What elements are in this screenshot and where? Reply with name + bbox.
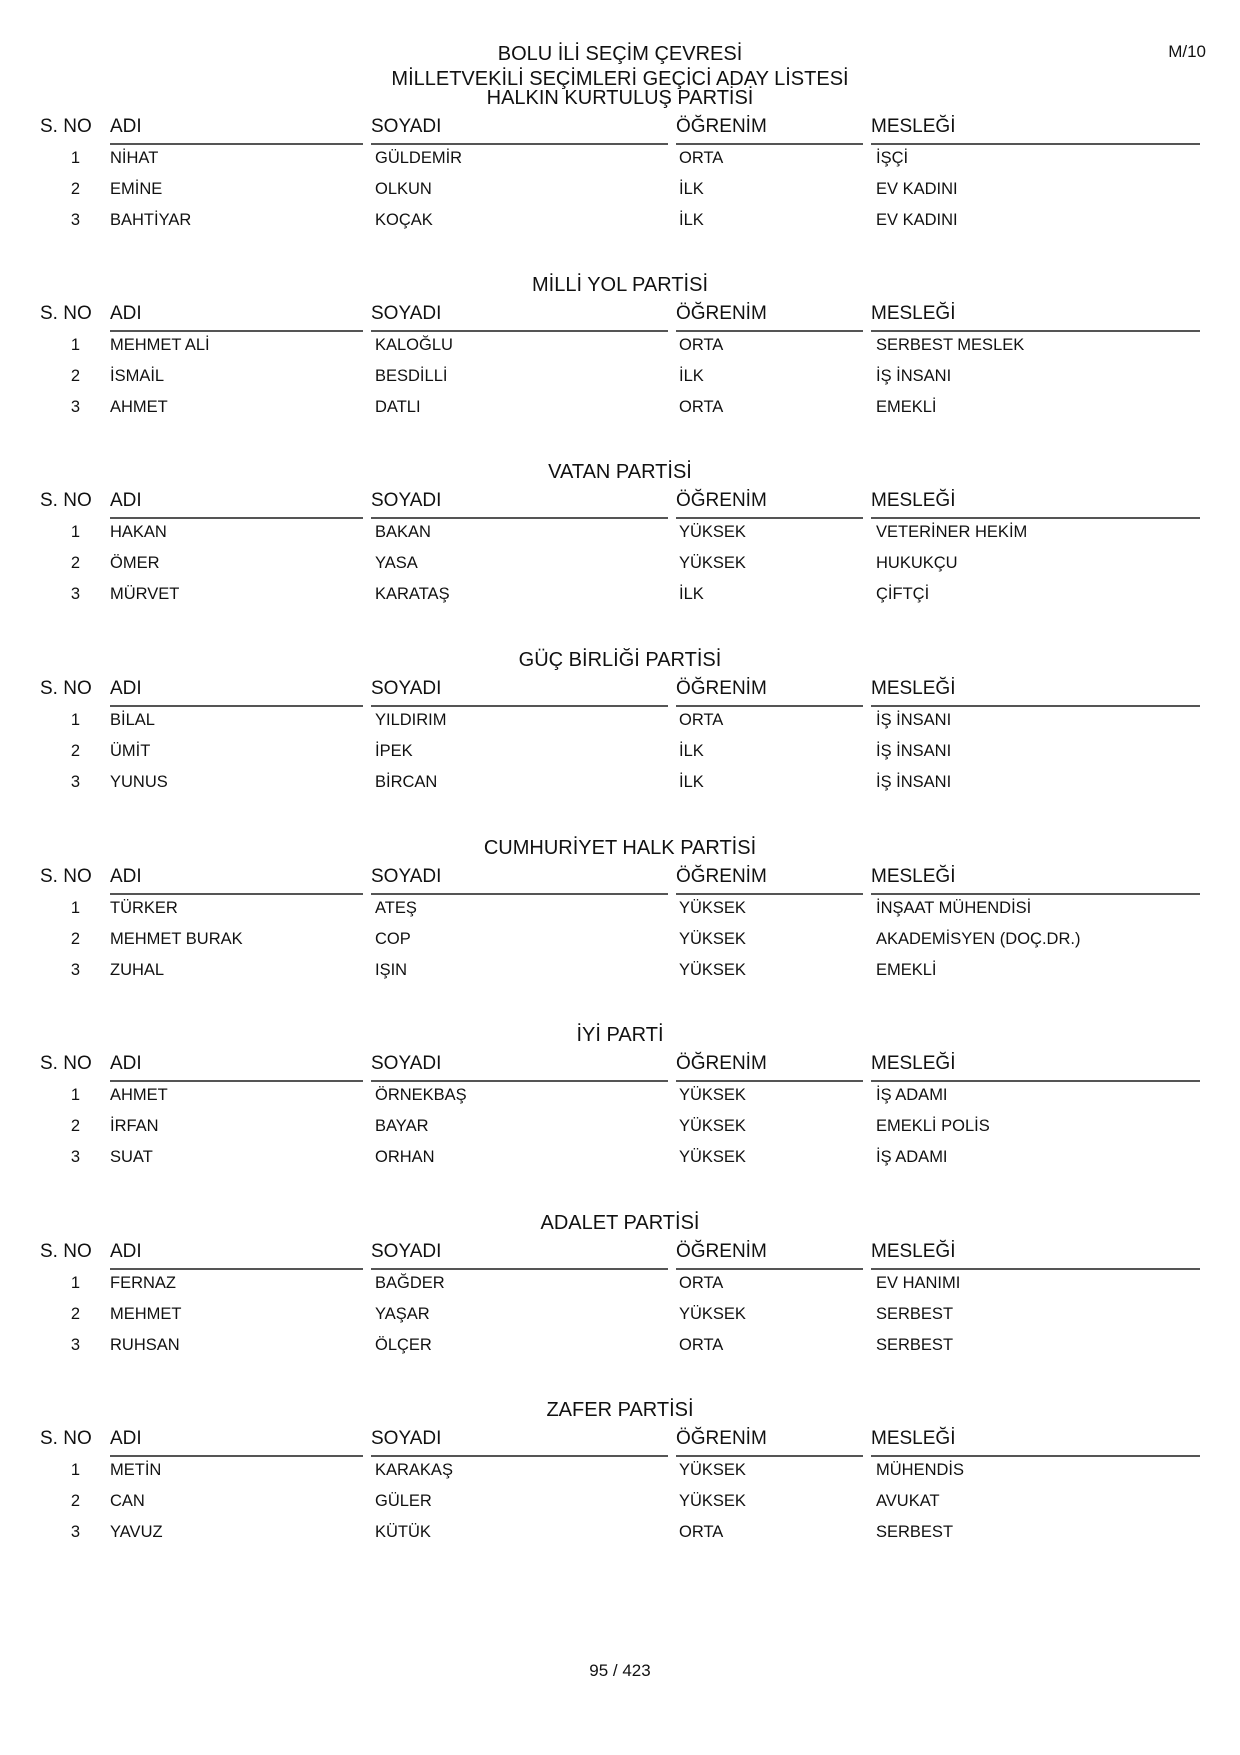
cell-soyadi: KALOĞLU — [375, 336, 453, 354]
cell-ogrenim: ORTA — [679, 1274, 724, 1292]
cell-meslegi: EMEKLİ — [876, 398, 937, 416]
col-header-no: S. NO — [40, 1428, 92, 1449]
col-header-no: S. NO — [40, 678, 92, 699]
cell-no: 3 — [70, 961, 80, 979]
cell-ogrenim: YÜKSEK — [679, 554, 746, 572]
cell-soyadi: BAYAR — [375, 1117, 429, 1135]
table-row — [0, 1146, 1240, 1168]
table-row — [0, 1115, 1240, 1137]
cell-soyadi: OLKUN — [375, 180, 432, 198]
cell-soyadi: ATEŞ — [375, 899, 417, 917]
cell-no: 3 — [70, 1523, 80, 1541]
header-line-1: BOLU İLİ SEÇİM ÇEVRESİ — [497, 43, 743, 65]
cell-soyadi: YILDIRIM — [375, 711, 447, 729]
cell-ogrenim: İLK — [679, 585, 704, 603]
cell-no: 3 — [70, 398, 80, 416]
cell-soyadi: İPEK — [375, 742, 413, 760]
col-header-meslegi: MESLEĞİ — [871, 489, 1200, 519]
cell-ogrenim: ORTA — [679, 149, 724, 167]
cell-adi: MEHMET ALİ — [110, 336, 210, 354]
cell-adi: AHMET — [110, 1086, 168, 1104]
cell-meslegi: EV KADINI — [876, 211, 958, 229]
col-header-adi: ADI — [110, 489, 363, 519]
cell-meslegi: MÜHENDİS — [876, 1461, 965, 1479]
cell-ogrenim: YÜKSEK — [679, 1492, 746, 1510]
cell-meslegi: İŞ İNSANI — [876, 742, 952, 760]
col-header-soyadi: SOYADI — [371, 1240, 668, 1270]
cell-adi: HAKAN — [110, 523, 167, 541]
cell-meslegi: İŞ ADAMI — [876, 1086, 948, 1104]
party-section — [0, 85, 1240, 229]
cell-meslegi: SERBEST MESLEK — [876, 336, 1025, 354]
table-row — [0, 959, 1240, 981]
cell-adi: EMİNE — [110, 180, 163, 198]
party-title: VATAN PARTİSİ — [548, 461, 692, 483]
col-header-meslegi: MESLEĞİ — [871, 1052, 1200, 1082]
col-header-ogrenim: ÖĞRENİM — [676, 865, 863, 895]
cell-no: 2 — [70, 180, 80, 198]
cell-adi: İSMAİL — [110, 367, 165, 385]
cell-no: 3 — [70, 211, 80, 229]
table-row — [0, 1459, 1240, 1481]
col-header-ogrenim: ÖĞRENİM — [676, 1240, 863, 1270]
col-header-ogrenim: ÖĞRENİM — [676, 1052, 863, 1082]
col-header-adi: ADI — [110, 302, 363, 332]
col-header-no: S. NO — [40, 1053, 92, 1074]
col-header-adi: ADI — [110, 1240, 363, 1270]
cell-no: 3 — [70, 1336, 80, 1354]
cell-adi: MÜRVET — [110, 585, 180, 603]
party-title: MİLLİ YOL PARTİSİ — [532, 274, 708, 296]
cell-ogrenim: İLK — [679, 367, 704, 385]
cell-no: 3 — [70, 773, 80, 791]
cell-adi: BAHTİYAR — [110, 211, 192, 229]
col-header-ogrenim: ÖĞRENİM — [676, 302, 863, 332]
cell-no: 2 — [70, 554, 80, 572]
cell-soyadi: BİRCAN — [375, 773, 438, 791]
table-row — [0, 583, 1240, 605]
party-section — [0, 647, 1240, 791]
col-header-adi: ADI — [110, 677, 363, 707]
cell-soyadi: ÖRNEKBAŞ — [375, 1086, 467, 1104]
cell-ogrenim: İLK — [679, 211, 704, 229]
col-header-no: S. NO — [40, 1241, 92, 1262]
cell-ogrenim: İLK — [679, 180, 704, 198]
cell-soyadi: BAĞDER — [375, 1274, 445, 1292]
col-header-soyadi: SOYADI — [371, 865, 668, 895]
col-header-meslegi: MESLEĞİ — [871, 302, 1200, 332]
cell-soyadi: KOÇAK — [375, 211, 433, 229]
cell-no: 2 — [70, 1305, 80, 1323]
party-section — [0, 1397, 1240, 1541]
cell-soyadi: BESDİLLİ — [375, 367, 448, 385]
cell-ogrenim: ORTA — [679, 1523, 724, 1541]
cell-adi: METİN — [110, 1461, 162, 1479]
cell-no: 1 — [70, 899, 80, 917]
party-title: ADALET PARTİSİ — [540, 1212, 700, 1234]
table-row — [0, 365, 1240, 387]
cell-no: 2 — [70, 1492, 80, 1510]
col-header-soyadi: SOYADI — [371, 489, 668, 519]
cell-adi: RUHSAN — [110, 1336, 180, 1354]
table-row — [0, 1272, 1240, 1294]
party-section — [0, 459, 1240, 603]
cell-soyadi: KÜTÜK — [375, 1523, 431, 1541]
cell-no: 1 — [70, 523, 80, 541]
cell-ogrenim: YÜKSEK — [679, 1086, 746, 1104]
table-row — [0, 1084, 1240, 1106]
party-section — [0, 1022, 1240, 1166]
cell-adi: NİHAT — [110, 149, 159, 167]
cell-ogrenim: YÜKSEK — [679, 1148, 746, 1166]
cell-meslegi: EMEKLİ — [876, 961, 937, 979]
party-section — [0, 1210, 1240, 1354]
cell-soyadi: GÜLER — [375, 1492, 432, 1510]
cell-no: 2 — [70, 1117, 80, 1135]
col-header-meslegi: MESLEĞİ — [871, 865, 1200, 895]
table-row — [0, 396, 1240, 418]
cell-ogrenim: ORTA — [679, 711, 724, 729]
cell-meslegi: İŞ İNSANI — [876, 367, 952, 385]
cell-ogrenim: ORTA — [679, 1336, 724, 1354]
col-header-ogrenim: ÖĞRENİM — [676, 115, 863, 145]
cell-ogrenim: İLK — [679, 773, 704, 791]
cell-soyadi: BAKAN — [375, 523, 431, 541]
cell-meslegi: EMEKLİ POLİS — [876, 1117, 990, 1135]
table-row — [0, 1521, 1240, 1543]
cell-soyadi: DATLI — [375, 398, 421, 416]
cell-meslegi: SERBEST — [876, 1336, 954, 1354]
cell-ogrenim: YÜKSEK — [679, 961, 746, 979]
cell-soyadi: YAŞAR — [375, 1305, 430, 1323]
col-header-ogrenim: ÖĞRENİM — [676, 1427, 863, 1457]
cell-ogrenim: YÜKSEK — [679, 523, 746, 541]
cell-no: 2 — [70, 742, 80, 760]
cell-adi: BİLAL — [110, 711, 155, 729]
party-section — [0, 272, 1240, 416]
col-header-soyadi: SOYADI — [371, 1427, 668, 1457]
cell-ogrenim: YÜKSEK — [679, 930, 746, 948]
col-header-soyadi: SOYADI — [371, 1052, 668, 1082]
cell-no: 1 — [70, 711, 80, 729]
cell-adi: ÖMER — [110, 554, 160, 572]
cell-no: 1 — [70, 336, 80, 354]
cell-ogrenim: YÜKSEK — [679, 1461, 746, 1479]
cell-meslegi: İŞ İNSANI — [876, 711, 952, 729]
table-row — [0, 147, 1240, 169]
party-title: ZAFER PARTİSİ — [546, 1399, 694, 1421]
table-row — [0, 709, 1240, 731]
cell-no: 3 — [70, 585, 80, 603]
col-header-no: S. NO — [40, 303, 92, 324]
table-row — [0, 740, 1240, 762]
party-section — [0, 835, 1240, 979]
cell-adi: İRFAN — [110, 1117, 159, 1135]
cell-meslegi: EV HANIMI — [876, 1274, 961, 1292]
cell-no: 1 — [70, 1461, 80, 1479]
cell-meslegi: İNŞAAT MÜHENDİSİ — [876, 899, 1032, 917]
cell-no: 2 — [70, 930, 80, 948]
cell-meslegi: İŞ ADAMI — [876, 1148, 948, 1166]
table-row — [0, 1334, 1240, 1356]
cell-meslegi: İŞ İNSANI — [876, 773, 952, 791]
cell-no: 2 — [70, 367, 80, 385]
cell-soyadi: IŞIN — [375, 961, 408, 979]
cell-ogrenim: YÜKSEK — [679, 1305, 746, 1323]
col-header-ogrenim: ÖĞRENİM — [676, 489, 863, 519]
cell-soyadi: GÜLDEMİR — [375, 149, 463, 167]
party-title: GÜÇ BİRLİĞİ PARTİSİ — [518, 649, 722, 671]
col-header-adi: ADI — [110, 1427, 363, 1457]
table-row — [0, 1490, 1240, 1512]
cell-meslegi: VETERİNER HEKİM — [876, 523, 1028, 541]
cell-no: 1 — [70, 1274, 80, 1292]
cell-ogrenim: YÜKSEK — [679, 899, 746, 917]
party-title: İYİ PARTİ — [576, 1024, 664, 1046]
table-row — [0, 1303, 1240, 1325]
page-code: M/10 — [1168, 42, 1206, 61]
table-row — [0, 178, 1240, 200]
cell-ogrenim: İLK — [679, 742, 704, 760]
cell-ogrenim: YÜKSEK — [679, 1117, 746, 1135]
cell-meslegi: İŞÇİ — [876, 149, 909, 167]
cell-soyadi: COP — [375, 930, 411, 948]
cell-soyadi: KARAKAŞ — [375, 1461, 453, 1479]
cell-meslegi: ÇİFTÇİ — [876, 585, 930, 603]
col-header-no: S. NO — [40, 490, 92, 511]
col-header-meslegi: MESLEĞİ — [871, 677, 1200, 707]
cell-meslegi: EV KADINI — [876, 180, 958, 198]
cell-soyadi: KARATAŞ — [375, 585, 450, 603]
cell-meslegi: HUKUKÇU — [876, 554, 958, 572]
cell-adi: YAVUZ — [110, 1523, 163, 1541]
col-header-adi: ADI — [110, 865, 363, 895]
cell-soyadi: ORHAN — [375, 1148, 435, 1166]
cell-meslegi: AKADEMİSYEN (DOÇ.DR.) — [876, 930, 1081, 948]
col-header-meslegi: MESLEĞİ — [871, 115, 1200, 145]
cell-adi: YUNUS — [110, 773, 168, 791]
cell-soyadi: YASA — [375, 554, 418, 572]
cell-meslegi: SERBEST — [876, 1523, 954, 1541]
page-number: 95 / 423 — [589, 1661, 651, 1680]
table-row — [0, 552, 1240, 574]
cell-adi: MEHMET BURAK — [110, 930, 243, 948]
cell-ogrenim: ORTA — [679, 336, 724, 354]
table-row — [0, 928, 1240, 950]
cell-adi: ZUHAL — [110, 961, 165, 979]
table-row — [0, 209, 1240, 231]
col-header-soyadi: SOYADI — [371, 302, 668, 332]
header-line-2: MİLLETVEKİLİ SEÇİMLERİ GEÇİCİ ADAY LİSTESİ — [391, 68, 849, 90]
col-header-meslegi: MESLEĞİ — [871, 1427, 1200, 1457]
col-header-adi: ADI — [110, 115, 363, 145]
party-title: CUMHURİYET HALK PARTİSİ — [483, 837, 757, 859]
cell-adi: MEHMET — [110, 1305, 182, 1323]
cell-adi: CAN — [110, 1492, 145, 1510]
cell-no: 3 — [70, 1148, 80, 1166]
cell-adi: AHMET — [110, 398, 168, 416]
cell-meslegi: AVUKAT — [876, 1492, 940, 1510]
table-row — [0, 521, 1240, 543]
cell-adi: ÜMİT — [110, 742, 151, 760]
col-header-meslegi: MESLEĞİ — [871, 1240, 1200, 1270]
cell-adi: FERNAZ — [110, 1274, 176, 1292]
col-header-no: S. NO — [40, 116, 92, 137]
party-title: HALKIN KURTULUŞ PARTİSİ — [486, 87, 754, 109]
col-header-soyadi: SOYADI — [371, 115, 668, 145]
col-header-soyadi: SOYADI — [371, 677, 668, 707]
cell-ogrenim: ORTA — [679, 398, 724, 416]
cell-no: 1 — [70, 1086, 80, 1104]
cell-soyadi: ÖLÇER — [375, 1336, 432, 1354]
col-header-adi: ADI — [110, 1052, 363, 1082]
col-header-no: S. NO — [40, 866, 92, 887]
cell-adi: SUAT — [110, 1148, 153, 1166]
table-row — [0, 897, 1240, 919]
table-row — [0, 771, 1240, 793]
cell-meslegi: SERBEST — [876, 1305, 954, 1323]
cell-no: 1 — [70, 149, 80, 167]
cell-adi: TÜRKER — [110, 899, 178, 917]
table-row — [0, 334, 1240, 356]
col-header-ogrenim: ÖĞRENİM — [676, 677, 863, 707]
